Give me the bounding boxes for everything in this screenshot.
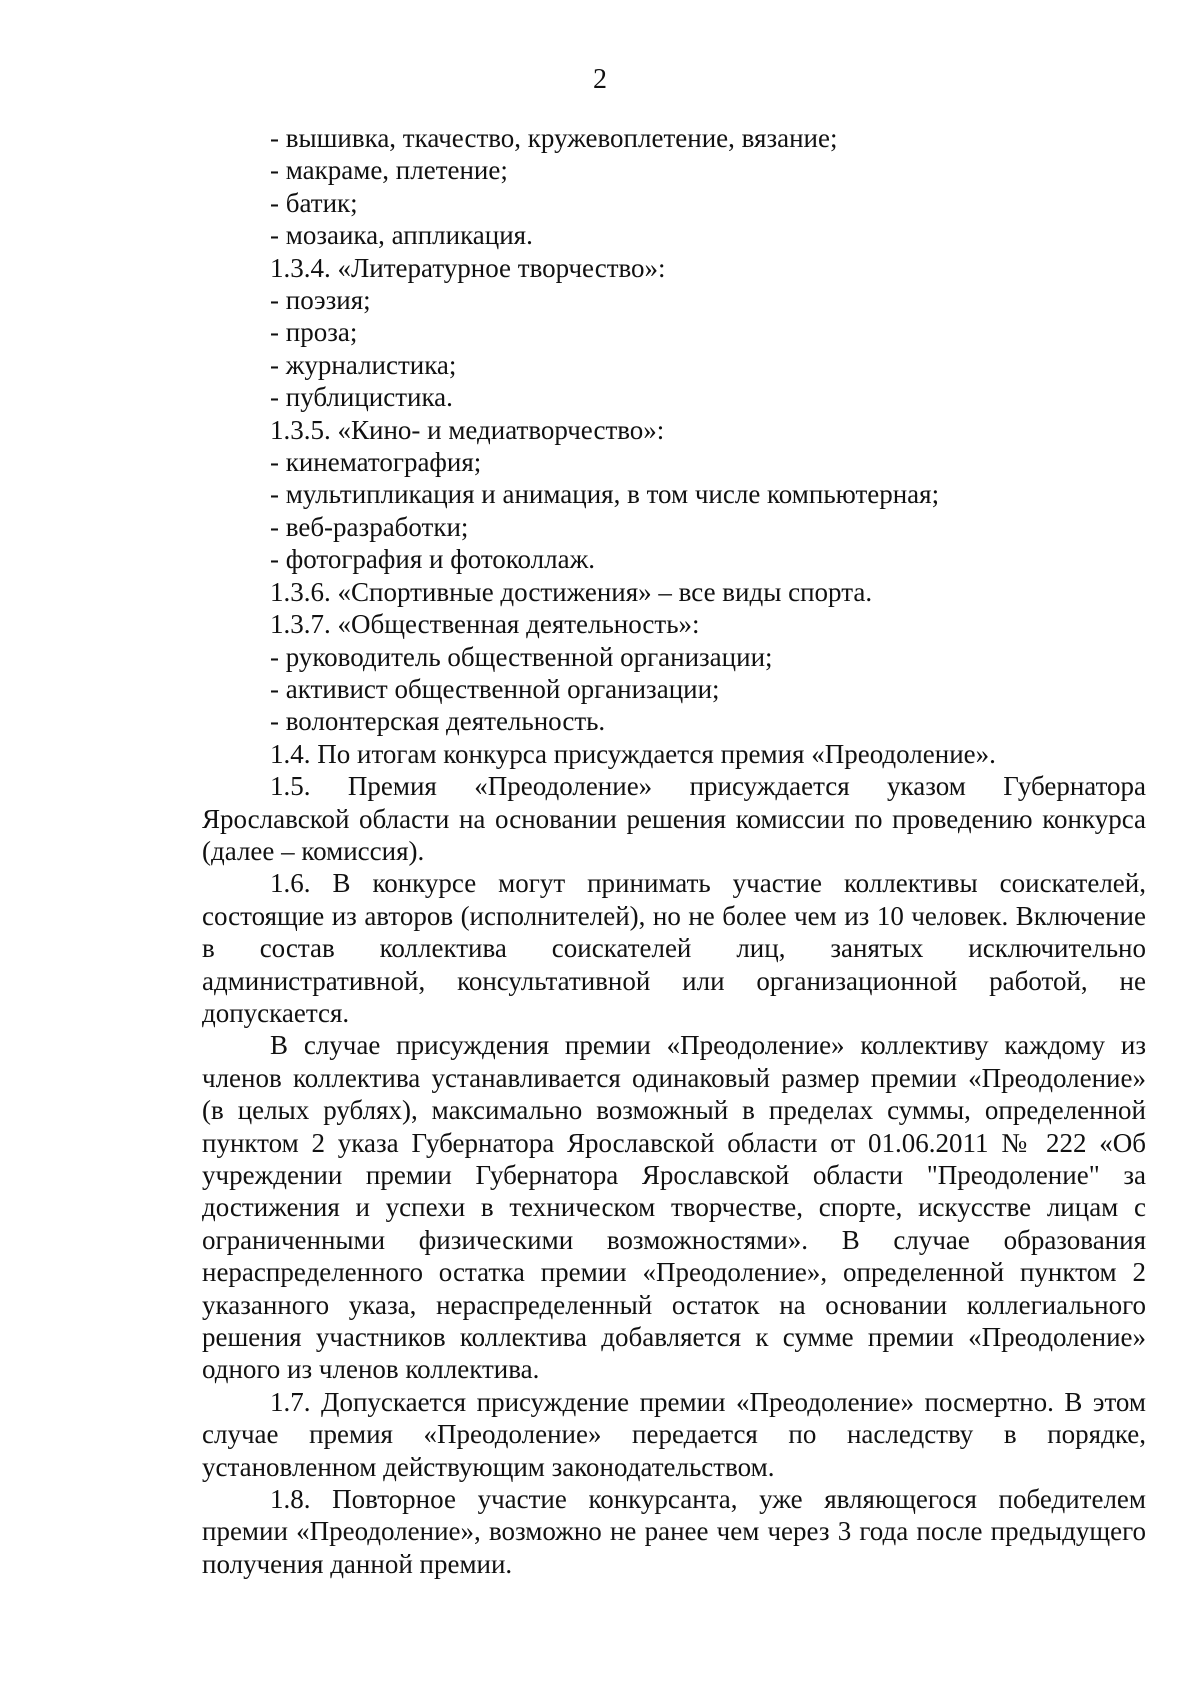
paragraph-1-6-collective: В случае присуждения премии «Преодоление» коллективу каждому из членов коллектива устанавливается одинаковый размер премии «Преодоление» (в целых рублях), максимально возможный в пределах суммы, определенной пунктом 2 указа Губернатора Ярославской области от 01.06.2011 № 222 «Об учреждении премии Губернатора Ярославской области "Преодоление" за достижения и успехи в техническом творчестве, спорте, искусстве лицам с ограниченными физическими возможностями». В случае образования нераспределенного остатка премии «Преодоление», определенной пунктом 2 указанного указа, нераспределенный остаток на основании коллегиального решения участников коллектива добавляется к сумме премии «Преодоление» одного из членов коллектива. [202, 1030, 1146, 1385]
list-item: - мозаика, аппликация. [270, 220, 533, 251]
list-item: - волонтерская деятельность. [270, 706, 606, 737]
paragraph-1-8: 1.8. Повторное участие конкурсанта, уже являющегося победителем премии «Преодоление», возможно не ранее чем через 3 года после предыдущего получения данной премии. [202, 1484, 1146, 1579]
list-item: - мультипликация и анимация, в том числе компьютерная; [270, 479, 940, 510]
list-item: - вышивка, ткачество, кружевоплетение, вязание; [270, 123, 838, 153]
paragraph-1-5: 1.5. Премия «Преодоление» присуждается указом Губернатора Ярославской области на основании решения комиссии по проведению конкурса (далее – комиссия). [202, 771, 1146, 866]
list-item: - проза; [270, 317, 358, 348]
section-heading-1-3-5: 1.3.5. «Кино- и медиатворчество»: [270, 414, 665, 445]
paragraph-1-7: 1.7. Допускается присуждение премии «Преодоление» посмертно. В этом случае премия «Преодоление» передается по наследству в порядке, установленном действующим законодательством. [202, 1386, 1146, 1482]
list-item: - веб-разработки; [270, 511, 469, 542]
section-heading-1-3-4: 1.3.4. «Литературное творчество»: [270, 252, 666, 283]
list-item: - фотография и фотоколлаж. [270, 544, 596, 575]
paragraph-1-4: 1.4. По итогам конкурса присуждается премия «Преодоление». [270, 738, 996, 769]
list-item: - публицистика. [270, 382, 453, 413]
document-body [202, 122, 1146, 1580]
list-item: - руководитель общественной организации; [270, 641, 773, 672]
paragraph-1-6: 1.6. В конкурсе могут принимать участие коллективы соискателей, состоящие из авторов (исполнителей), но не более чем из 10 человек. Включение в состав коллектива соискателей лиц, занятых исключительно административной, консультативной или организационной работой, не допускается. [202, 868, 1146, 1028]
list-item: - кинематография; [270, 447, 482, 478]
list-item: - макраме, плетение; [270, 155, 508, 186]
list-item: - активист общественной организации; [270, 673, 720, 704]
section-heading-1-3-7: 1.3.7. «Общественная деятельность»: [270, 609, 700, 640]
page-number: 2 [593, 64, 607, 95]
list-item: - батик; [270, 187, 358, 218]
list-item: - журналистика; [270, 349, 457, 380]
section-heading-1-3-6: 1.3.6. «Спортивные достижения» – все виды спорта. [270, 576, 873, 607]
list-item: - поэзия; [270, 285, 371, 316]
